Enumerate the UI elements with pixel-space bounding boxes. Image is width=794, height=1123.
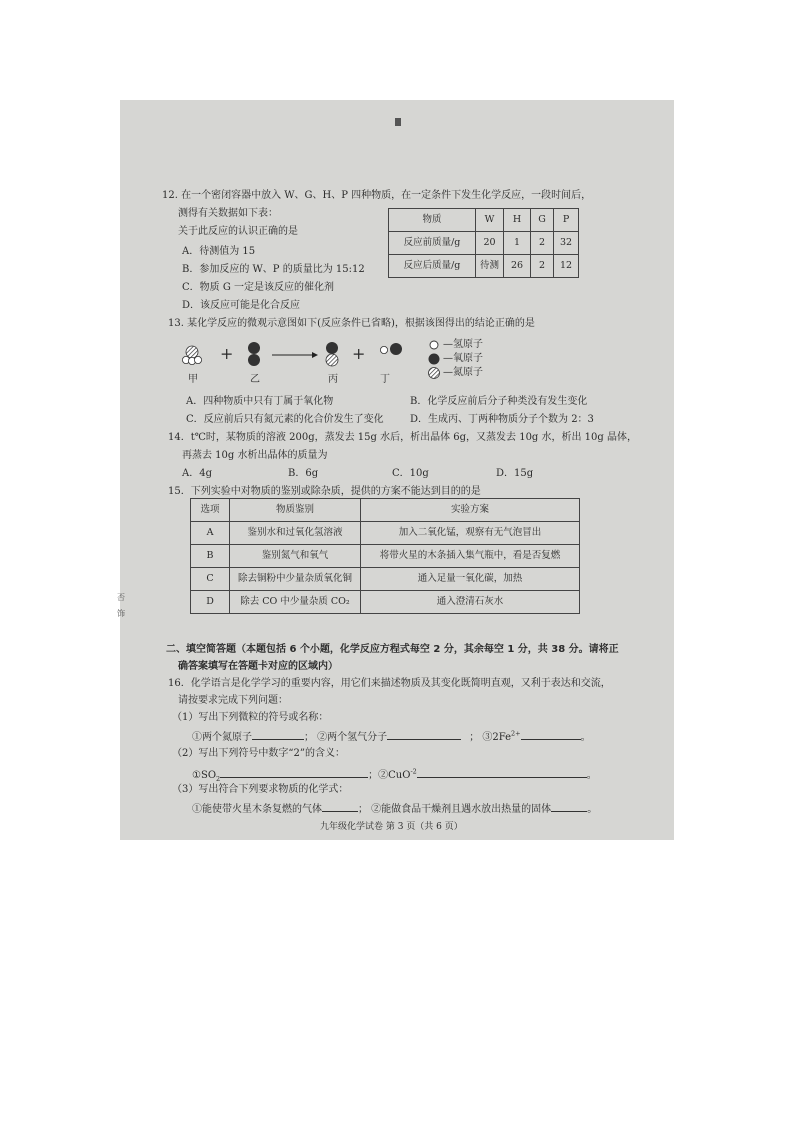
table-row (389, 209, 579, 232)
q14-option-b: B．6g (288, 468, 319, 479)
table-row (191, 545, 580, 568)
table-cell: 通入足量一氧化碳，加热 (361, 568, 580, 591)
q16-3a-text: ①能使带火星木条复燃的气体 (192, 804, 322, 815)
table-cell: 鉴别氮气和氧气 (230, 545, 361, 568)
label-jia: 甲 (188, 374, 198, 385)
photographed-page (120, 100, 674, 840)
table-cell: 待测 (476, 255, 504, 278)
table-cell: 除去 CO 中少量杂质 CO₂ (230, 591, 361, 614)
table-cell: 通入澄清石灰水 (361, 591, 580, 614)
table-cell: D (191, 591, 230, 614)
answer-blank[interactable] (322, 802, 358, 812)
table-cell: 将带火星的木条插入集气瓶中，看是否复燃 (361, 545, 580, 568)
section-2-heading (166, 644, 619, 657)
table-cell: 加入二氧化锰，观察有无气泡冒出 (361, 522, 580, 545)
table-cell: 2 (531, 232, 554, 255)
label-ding: 丁 (380, 374, 390, 385)
table-cell: 反应前质量/g (389, 232, 476, 255)
q14-option-a: A．4g (182, 468, 212, 479)
q14-option-c: C．10g (392, 468, 429, 479)
plus-sign: + (220, 344, 234, 363)
q12-stem-2: 测得有关数据如下表： (178, 208, 278, 219)
molecule-bing (326, 342, 338, 366)
q16-2a-text (192, 770, 220, 781)
legend-label: —氢原子 (443, 338, 483, 350)
period: 。 (580, 732, 591, 743)
molecule-jia (182, 346, 201, 365)
q13-option-b: B．化学反应前后分子种类没有发生变化 (410, 396, 588, 407)
table-cell: 物质 (389, 209, 476, 232)
table-cell: 12 (554, 255, 579, 278)
table-cell: 物质鉴别 (230, 499, 361, 522)
q16-part-1-line (192, 730, 591, 745)
table-row (191, 522, 580, 545)
q16-3b-text: ； ②能做食品干燥剂且遇水放出热量的固体 (358, 804, 552, 815)
subscript: 2 (216, 775, 221, 783)
table-cell: 除去铜粉中少量杂质氧化铜 (230, 568, 361, 591)
q16-2b-text (368, 767, 417, 781)
table-cell: G (531, 209, 554, 232)
table-cell: 26 (504, 255, 531, 278)
q13-option-a: A．四种物质中只有丁属于氧化物 (186, 396, 334, 407)
table-cell: A (191, 522, 230, 545)
q12-stem-1: 12. 在一个密闭容器中放入 W、G、H、P 四种物质，在一定条件下发生化学反应，一段时间后， (162, 190, 592, 201)
q16-part-1: （1）写出下列微粒的符号或名称： (172, 712, 329, 723)
q12-stem-3: 关于此反应的认识正确的是 (178, 226, 298, 237)
answer-blank[interactable] (551, 802, 587, 812)
label-bing: 丙 (328, 374, 338, 385)
table-row (389, 232, 579, 255)
answer-blank[interactable] (387, 730, 461, 740)
answer-blank[interactable] (220, 768, 368, 778)
label-yi: 乙 (250, 374, 260, 385)
q14-stem-2: 再蒸去 10g 水析出晶体的质量为 (182, 450, 328, 461)
q15-stem: 15．下列实验中对物质的鉴别或除杂质，提供的方案不能达到目的的是 (168, 486, 481, 497)
table-cell: C (191, 568, 230, 591)
q16-part-3-line (192, 802, 597, 817)
section-2-desc-2: 确答案填写在答题卡对应的区域内） (178, 661, 338, 672)
q16-2a-label: ①SO (192, 770, 217, 781)
q16-1c-label: ； ③2Fe (469, 732, 512, 743)
legend-label: —氮原子 (443, 366, 483, 378)
q16-part-2: （2）写出下列符号中数字“2”的含义： (172, 748, 345, 759)
table-cell: 1 (504, 232, 531, 255)
q16-stem-2: 请按要求完成下列问题： (178, 695, 288, 706)
q16-1b-text: ； ②两个氢气分子 (304, 732, 388, 743)
exam-page (120, 100, 674, 840)
table-cell: 选项 (191, 499, 230, 522)
q16-stem-1: 16．化学语言是化学学习的重要内容，用它们来描述物质及其变化既简明直观，又利于表达和交流， (168, 678, 611, 689)
legend-item (428, 338, 483, 352)
reaction-arrow (272, 352, 318, 358)
answer-blank[interactable] (417, 768, 587, 778)
table-cell: W (476, 209, 504, 232)
page-footer: 九年级化学试卷 第 3 页（共 6 页） (320, 822, 463, 832)
q13-option-c: C．反应前后只有氮元素的化合价发生了变化 (186, 414, 384, 425)
oxygen-atom-icon (428, 353, 440, 365)
binding-mark (395, 118, 401, 126)
answer-blank[interactable] (252, 730, 304, 740)
q12-option-a: A．待测值为 15 (182, 246, 256, 257)
atom-legend (428, 338, 483, 380)
q12-data-table (388, 208, 579, 278)
section-2-title: 二、填空简答题 (166, 644, 236, 655)
q15-table (190, 498, 580, 614)
q16-2b-label: ；②CuO (368, 770, 411, 781)
q12-option-b: B．参加反应的 W、P 的质量比为 15:12 (182, 264, 365, 275)
q16-1a-text: ①两个氮原子 (192, 732, 252, 743)
nitrogen-atom-icon (428, 367, 440, 379)
legend-item (428, 366, 483, 380)
table-cell: 实验方案 (361, 499, 580, 522)
q12-option-c: C．物质 G 一定是该反应的催化剂 (182, 282, 334, 293)
period: 。 (586, 770, 597, 781)
superscript: 2+ (511, 729, 521, 738)
hydrogen-atom-icon (428, 339, 440, 351)
table-row (191, 499, 580, 522)
table-row (191, 568, 580, 591)
legend-item (428, 352, 483, 366)
q13-stem: 13. 某化学反应的微观示意图如下(反应条件已省略)，根据该图得出的结论正确的是 (168, 318, 535, 329)
plus-sign: + (352, 344, 366, 363)
table-cell: P (554, 209, 579, 232)
table-cell: 32 (554, 232, 579, 255)
table-cell: B (191, 545, 230, 568)
q13-option-d: D．生成丙、丁两种物质分子个数为 2：3 (410, 414, 594, 425)
margin-text: 否 (117, 593, 125, 602)
margin-text: 饰 (117, 609, 125, 618)
table-cell: H (504, 209, 531, 232)
q14-option-d: D．15g (496, 468, 534, 479)
table-cell: 20 (476, 232, 504, 255)
molecule-yi (248, 342, 260, 366)
superscript: -2 (410, 767, 417, 776)
table-cell: 鉴别水和过氧化氢溶液 (230, 522, 361, 545)
q16-1c-text (469, 729, 521, 743)
table-cell: 2 (531, 255, 554, 278)
q16-part-3: （3）写出符合下列要求物质的化学式： (172, 784, 349, 795)
table-row (389, 255, 579, 278)
section-2-desc-1: （本题包括 6 个小题，化学反应方程式每空 2 分，其余每空 1 分，共 38 分。请将正 (236, 644, 619, 655)
answer-blank[interactable] (521, 730, 581, 740)
q14-stem-1: 14．t℃时，某物质的溶液 200g，蒸发去 15g 水后，析出晶体 6g，又蒸发去 10g 水，析出 10g 晶体， (168, 432, 637, 443)
q12-option-d: D．该反应可能是化合反应 (182, 300, 301, 311)
molecule-ding (380, 343, 402, 355)
table-row (191, 591, 580, 614)
legend-label: —氧原子 (443, 352, 483, 364)
q16-part-2-line (192, 768, 597, 783)
period: 。 (587, 804, 598, 815)
table-cell: 反应后质量/g (389, 255, 476, 278)
